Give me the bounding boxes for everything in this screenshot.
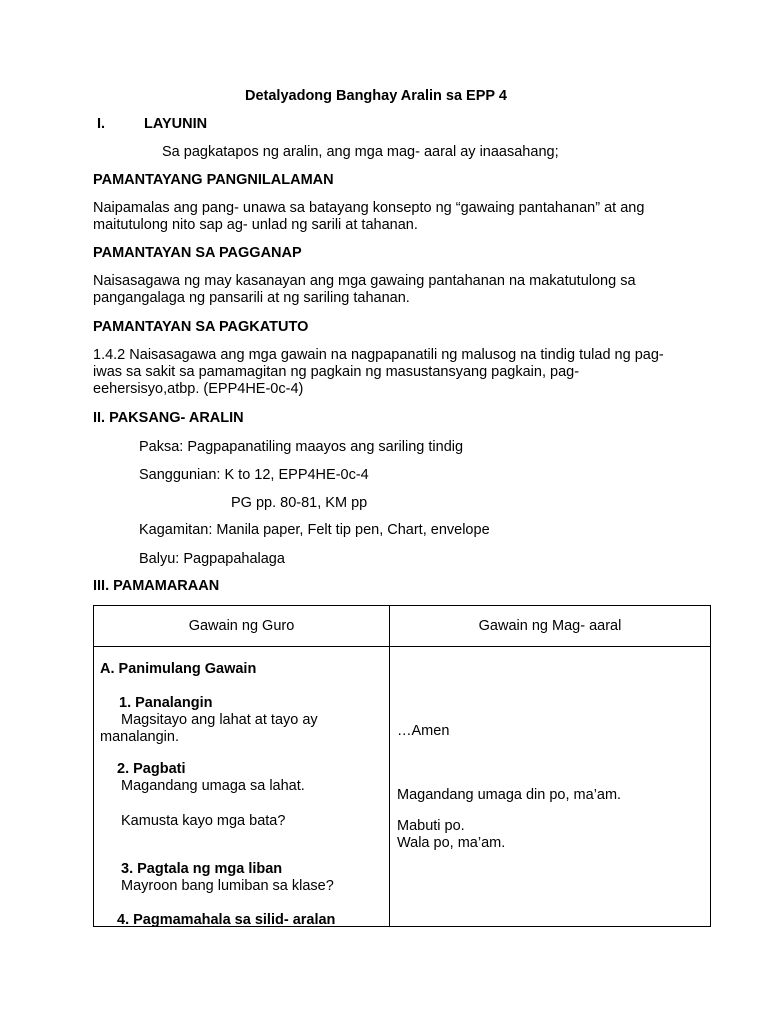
kagamitan-line: Kagamitan: Manila paper, Felt tip pen, Chart, envelope — [139, 522, 490, 538]
procedure-table — [93, 605, 711, 927]
document-title: Detalyadong Banghay Aralin sa EPP 4 — [245, 88, 507, 104]
table-header-divider — [94, 646, 710, 647]
section-1-numeral: I. — [97, 116, 106, 132]
response-greeting: Magandang umaga din po, ma’am. — [397, 787, 622, 803]
content-standard-heading: PAMANTAYANG PANGNILALAMAN — [93, 172, 334, 188]
step-1-line-1: Magsitayo ang lahat at tayo ay — [121, 712, 318, 728]
balyu-line: Balyu: Pagpapahalaga — [139, 551, 285, 567]
step-2-title: 2. Pagbati — [117, 761, 186, 777]
paksa-line: Paksa: Pagpapanatiling maayos ang sariling tindig — [139, 439, 464, 455]
section-2-heading: II. PAKSANG- ARALIN — [93, 410, 244, 426]
step-1-title: 1. Panalangin — [119, 695, 213, 711]
learning-competency-heading: PAMANTAYAN SA PAGKATUTO — [93, 319, 309, 335]
content-standard-text: Naipamalas ang pang- unawa sa batayang konsepto ng “gawaing pantahanan” at ang maitutulong nito sap ag- unlad ng sarili at tahanan. — [93, 200, 645, 233]
response-amen: …Amen — [397, 723, 450, 739]
sanggunian-pages: PG pp. 80-81, KM pp — [231, 495, 368, 511]
performance-standard-heading: PAMANTAYAN SA PAGGANAP — [93, 245, 302, 261]
sanggunian-line: Sanggunian: K to 12, EPP4HE-0c-4 — [139, 467, 369, 483]
step-4-title: 4. Pagmamahala sa silid- aralan — [117, 912, 336, 928]
teacher-column-header: Gawain ng Guro — [188, 618, 295, 634]
objectives-intro: Sa pagkatapos ng aralin, ang mga mag- aaral ay inaasahang; — [162, 144, 559, 160]
step-1-line-2: manalangin. — [100, 729, 179, 745]
learning-competency-text: 1.4.2 Naisasagawa ang mga gawain na nagpapanatili ng malusog na tindig tulad ng pag-iwas sa sakit sa pamamagitan ng pagkain ng masustansyang pagkain, pag- eehersisyo,atbp. (EPP4HE-0c-4) — [93, 347, 664, 397]
performance-standard-text: Naisasagawa ng may kasanayan ang mga gawaing pantahanan na makatutulong sa pangangalaga ng pansarili at ng sariling tahanan. — [93, 273, 636, 306]
table-column-divider — [389, 606, 390, 926]
step-3-line-1: Mayroon bang lumiban sa klase? — [121, 878, 334, 894]
section-3-heading: III. PAMAMARAAN — [93, 578, 220, 594]
section-1-heading: LAYUNIN — [144, 116, 208, 132]
step-2-line-1: Magandang umaga sa lahat. — [121, 778, 305, 794]
response-absent: Wala po, ma’am. — [397, 835, 506, 851]
part-a-heading: A. Panimulang Gawain — [100, 661, 257, 677]
step-3-title: 3. Pagtala ng mga liban — [121, 861, 283, 877]
step-2-line-2: Kamusta kayo mga bata? — [121, 813, 286, 829]
response-fine: Mabuti po. — [397, 818, 465, 834]
student-column-header: Gawain ng Mag- aaral — [478, 618, 622, 634]
